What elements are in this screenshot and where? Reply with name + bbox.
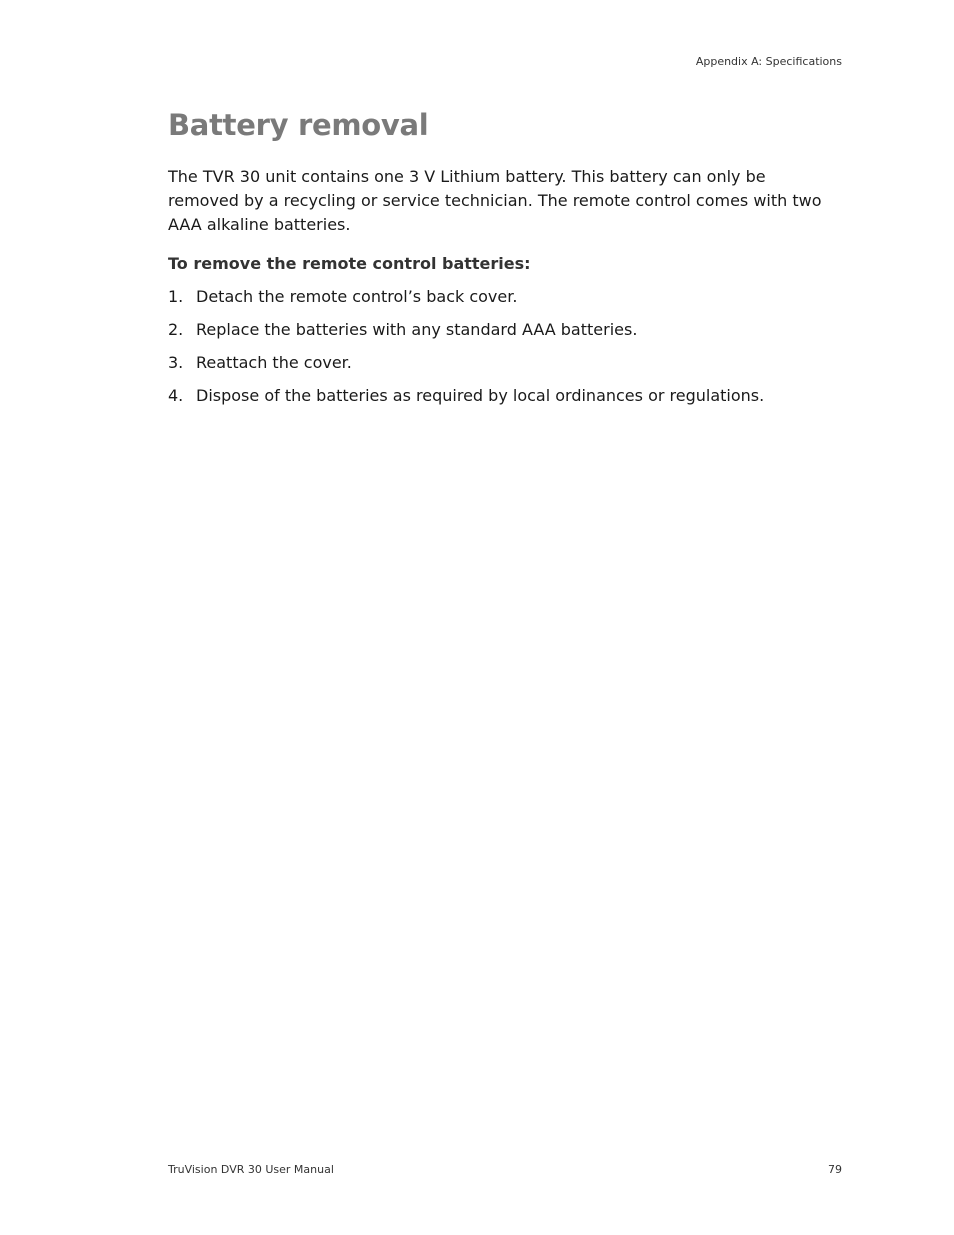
step-item (168, 351, 848, 384)
step-number: 2. (168, 320, 184, 339)
footer-manual-title: TruVision DVR 30 User Manual (168, 1163, 334, 1176)
step-text: Replace the batteries with any standard AAA batteries. (196, 320, 638, 339)
step-item (168, 285, 848, 318)
footer-page-number: 79 (828, 1163, 842, 1176)
step-item (168, 384, 848, 417)
procedure-heading: To remove the remote control batteries: (168, 254, 531, 273)
step-text: Reattach the cover. (196, 353, 352, 372)
step-number: 4. (168, 386, 184, 405)
section-title: Battery removal (168, 108, 429, 142)
step-text: Detach the remote control’s back cover. (196, 287, 518, 306)
running-header: Appendix A: Specifications (695, 55, 842, 68)
procedure-steps (168, 285, 848, 417)
step-number: 3. (168, 353, 184, 372)
step-number: 1. (168, 287, 184, 306)
intro-paragraph: The TVR 30 unit contains one 3 V Lithium battery. This battery can only be removed by a recycling or service technician. The remote control comes with two AAA alkaline batteries. (168, 167, 822, 234)
step-item (168, 318, 848, 351)
step-text: Dispose of the batteries as required by local ordinances or regulations. (196, 386, 765, 405)
